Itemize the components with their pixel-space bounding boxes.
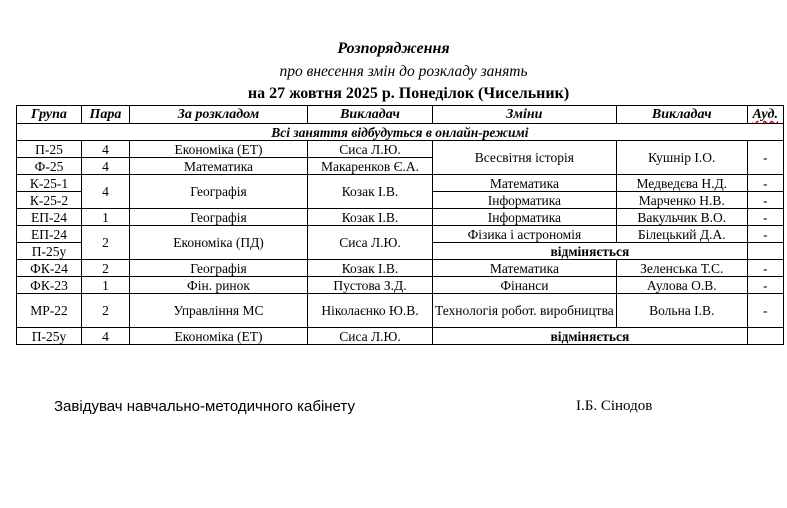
teacher-cell: Козак І.В. xyxy=(308,260,433,277)
table-row xyxy=(17,294,784,328)
para-cell: 4 xyxy=(82,328,130,345)
column-header-new-teacher: Викладач xyxy=(616,106,747,124)
table-row xyxy=(17,141,784,158)
subject-cell: Географія xyxy=(130,260,308,277)
para-cell: 4 xyxy=(82,141,130,158)
change-subject-cell: Фінанси xyxy=(433,277,617,294)
group-cell: П-25у xyxy=(17,328,82,345)
change-teacher-cell: Вакульчик В.О. xyxy=(616,209,747,226)
group-cell: П-25 xyxy=(17,141,82,158)
change-teacher-cell: Зеленська Т.С. xyxy=(616,260,747,277)
group-cell: ЕП-24 xyxy=(17,226,82,243)
subject-cell: Управління МС xyxy=(130,294,308,328)
room-cell xyxy=(747,243,783,260)
group-cell: МР-22 xyxy=(17,294,82,328)
para-cell: 2 xyxy=(82,294,130,328)
para-cell: 2 xyxy=(82,260,130,277)
room-cell xyxy=(747,328,783,345)
subject-cell: Фін. ринок xyxy=(130,277,308,294)
group-cell: ФК-24 xyxy=(17,260,82,277)
teacher-cell: Пустова З.Д. xyxy=(308,277,433,294)
table-row xyxy=(17,328,784,345)
teacher-cell: Ніколаєнко Ю.В. xyxy=(308,294,433,328)
table-row xyxy=(17,277,784,294)
table-row xyxy=(17,226,784,243)
column-header-scheduled: За розкладом xyxy=(130,106,308,124)
group-cell: ФК-23 xyxy=(17,277,82,294)
group-cell: П-25у xyxy=(17,243,82,260)
teacher-cell: Макаренков Є.А. xyxy=(308,158,433,175)
change-teacher-cell: Білецький Д.А. xyxy=(616,226,747,243)
change-subject-cell: Математика xyxy=(433,175,617,192)
para-cell: 4 xyxy=(82,158,130,175)
para-cell: 1 xyxy=(82,277,130,294)
column-header-teacher: Викладач xyxy=(308,106,433,124)
change-teacher-cell: Аулова О.В. xyxy=(616,277,747,294)
room-cell: - xyxy=(747,277,783,294)
subject-cell: Економіка (ЕТ) xyxy=(130,141,308,158)
subject-cell: Географія xyxy=(130,209,308,226)
change-subject-cell: Всесвітня історія xyxy=(433,141,617,175)
teacher-cell: Козак І.В. xyxy=(308,209,433,226)
document-title: Розпорядження xyxy=(337,40,450,57)
para-cell: 4 xyxy=(82,175,130,209)
para-cell: 2 xyxy=(82,226,130,260)
room-cell: - xyxy=(747,141,783,175)
change-subject-cell: Інформатика xyxy=(433,209,617,226)
room-cell: - xyxy=(747,260,783,277)
subject-cell: Економіка (ЕТ) xyxy=(130,328,308,345)
online-mode-note: Всі заняття відбудуться в онлайн-режимі xyxy=(17,124,784,141)
cancelled-note: відміняється xyxy=(433,328,748,345)
schedule-changes-table xyxy=(16,105,784,345)
room-cell: - xyxy=(747,209,783,226)
teacher-cell: Козак І.В. xyxy=(308,175,433,209)
column-header-group: Група xyxy=(17,106,82,124)
change-teacher-cell: Вольна І.В. xyxy=(616,294,747,328)
signatory-name: І.Б. Сінодов xyxy=(576,398,653,414)
table-row xyxy=(17,175,784,192)
subject-cell: Економіка (ПД) xyxy=(130,226,308,260)
change-teacher-cell: Медведєва Н.Д. xyxy=(616,175,747,192)
change-subject-cell: Математика xyxy=(433,260,617,277)
teacher-cell: Сиса Л.Ю. xyxy=(308,328,433,345)
room-cell: - xyxy=(747,192,783,209)
para-cell: 1 xyxy=(82,209,130,226)
group-cell: ЕП-24 xyxy=(17,209,82,226)
subject-cell: Географія xyxy=(130,175,308,209)
column-header-room: Ауд. xyxy=(747,106,783,124)
change-subject-cell: Фізика і астрономія xyxy=(433,226,617,243)
room-cell: - xyxy=(747,226,783,243)
group-cell: К-25-2 xyxy=(17,192,82,209)
change-subject-cell: Технологія робот. виробництва xyxy=(433,294,617,328)
document-subtitle: про внесення змін до розкладу занять xyxy=(279,63,528,80)
subject-cell: Математика xyxy=(130,158,308,175)
room-cell: - xyxy=(747,175,783,192)
teacher-cell: Сиса Л.Ю. xyxy=(308,141,433,158)
document-date-line: на 27 жовтня 2025 р. Понеділок (Чисельник) xyxy=(247,85,570,102)
change-teacher-cell: Кушнір І.О. xyxy=(616,141,747,175)
column-header-changes: Зміни xyxy=(433,106,617,124)
cancelled-note: відміняється xyxy=(433,243,748,260)
change-subject-cell: Інформатика xyxy=(433,192,617,209)
group-cell: К-25-1 xyxy=(17,175,82,192)
room-cell: - xyxy=(747,294,783,328)
signatory-position: Завідувач навчально-методичного кабінету xyxy=(54,398,355,415)
table-row xyxy=(17,209,784,226)
group-cell: Ф-25 xyxy=(17,158,82,175)
table-row xyxy=(17,260,784,277)
change-teacher-cell: Марченко Н.В. xyxy=(616,192,747,209)
teacher-cell: Сиса Л.Ю. xyxy=(308,226,433,260)
column-header-para: Пара xyxy=(82,106,130,124)
